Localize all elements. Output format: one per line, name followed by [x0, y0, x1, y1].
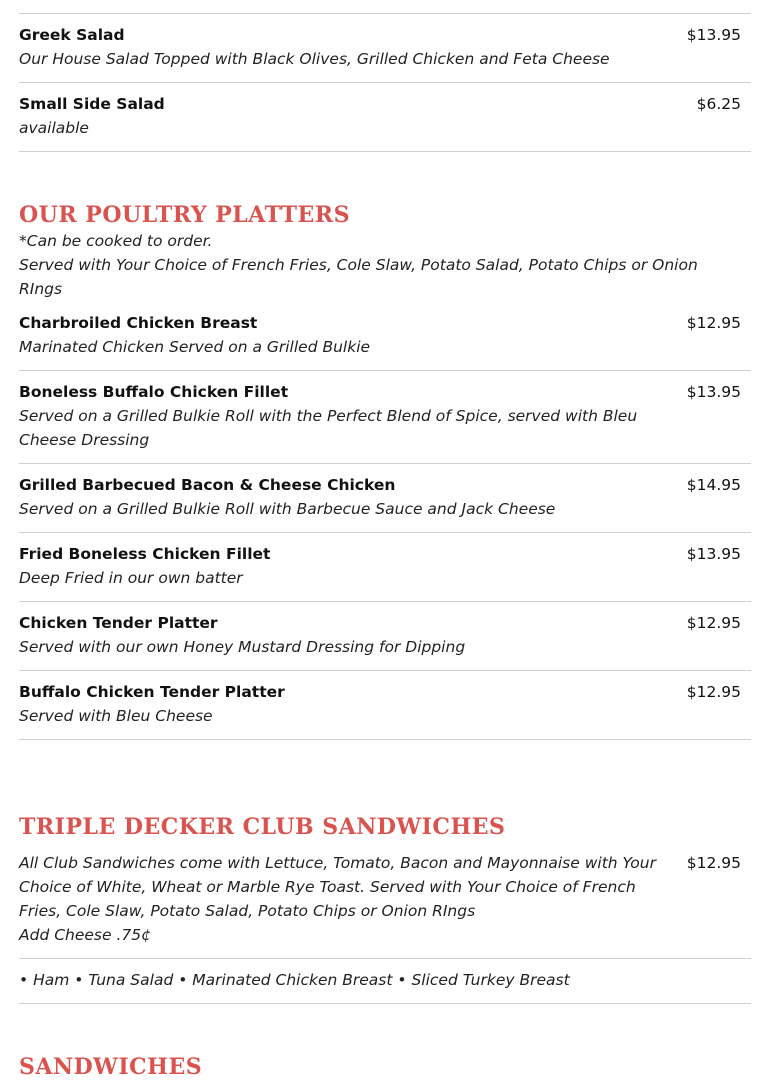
section-title-poultry: OUR POULTRY PLATTERS — [19, 202, 350, 228]
club-addon: Add Cheese .75¢ — [19, 926, 151, 944]
item-desc: Deep Fried in our own batter — [19, 569, 243, 587]
item-desc: Marinated Chicken Served on a Grilled Bulkie — [19, 338, 371, 356]
item-price: $14.95 — [686, 476, 741, 494]
item-name: Chicken Tender Platter — [19, 614, 218, 632]
item-desc: Our House Salad Topped with Black Olives, Grilled Chicken and Feta Cheese — [19, 50, 610, 68]
rule-top — [19, 13, 751, 14]
club-options: • Ham • Tuna Salad • Marinated Chicken Breast • Sliced Turkey Breast — [19, 971, 570, 989]
item-name: Small Side Salad — [19, 95, 165, 113]
item-desc: Served on a Grilled Bulkie Roll with Barbecue Sauce and Jack Cheese — [19, 500, 556, 518]
divider — [19, 151, 751, 152]
section-title-sandwiches: SANDWICHES — [19, 1054, 203, 1080]
item-price: $13.95 — [686, 545, 741, 563]
item-desc: Served on a Grilled Bulkie Roll with the Perfect Blend of Spice, served with Bleu Cheese Dressing — [19, 407, 638, 449]
item-name: Buffalo Chicken Tender Platter — [19, 683, 285, 701]
item-price: $12.95 — [686, 614, 741, 632]
item-price: $12.95 — [686, 683, 741, 701]
item-price: $12.95 — [686, 314, 741, 332]
item-price: $13.95 — [686, 26, 741, 44]
divider — [19, 370, 751, 371]
divider — [19, 463, 751, 464]
item-name: Grilled Barbecued Bacon & Cheese Chicken — [19, 476, 396, 494]
divider — [19, 958, 751, 959]
item-name: Greek Salad — [19, 26, 125, 44]
item-price: $13.95 — [686, 383, 741, 401]
club-desc: All Club Sandwiches come with Lettuce, Tomato, Bacon and Mayonnaise with Your Choice of White, Wheat or Marble Rye Toast. Served with Your Choice of French Fries, Cole Slaw, Potato Salad, Potato Chips or Onion RIngs — [19, 854, 656, 920]
section-title-club: TRIPLE DECKER CLUB SANDWICHES — [19, 814, 506, 840]
item-desc: Served with our own Honey Mustard Dressing for Dipping — [19, 638, 466, 656]
item-name: Charbroiled Chicken Breast — [19, 314, 258, 332]
divider — [19, 532, 751, 533]
club-price: $12.95 — [686, 854, 741, 872]
divider — [19, 82, 751, 83]
section-intro: Served with Your Choice of French Fries, Cole Slaw, Potato Salad, Potato Chips or Onion RIngs — [19, 256, 698, 298]
divider — [19, 601, 751, 602]
item-desc: Served with Bleu Cheese — [19, 707, 213, 725]
item-price: $6.25 — [696, 95, 741, 113]
item-name: Fried Boneless Chicken Fillet — [19, 545, 271, 563]
divider — [19, 670, 751, 671]
divider — [19, 1003, 751, 1004]
section-note: *Can be cooked to order. — [19, 232, 213, 250]
divider — [19, 739, 751, 740]
item-name: Boneless Buffalo Chicken Fillet — [19, 383, 289, 401]
item-desc: available — [19, 119, 89, 137]
